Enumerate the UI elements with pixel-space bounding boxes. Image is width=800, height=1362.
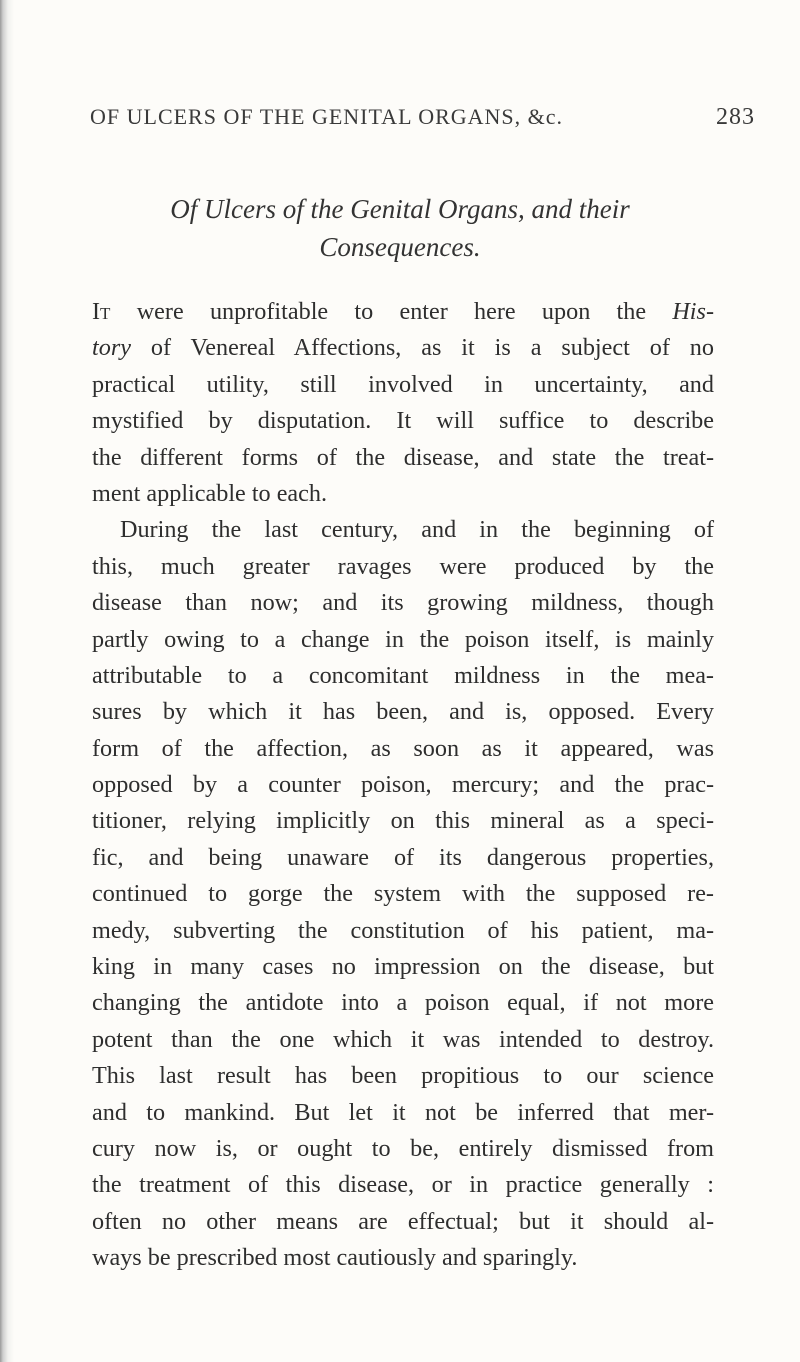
text-line: partly owing to a change in the poison itself, is mainly [92, 625, 714, 653]
text-line: this, much greater ravages were produced by the [92, 552, 714, 580]
text-line [92, 330, 714, 366]
text-line: practical utility, still involved in uncertainty, and [92, 370, 714, 398]
page-number: 283 [716, 104, 755, 130]
text-line: continued to gorge the system with the supposed re- [92, 880, 714, 908]
text-line: and to mankind. But let it not be inferred that mer- [92, 1098, 714, 1126]
body-text [92, 294, 714, 1277]
text-line: form of the affection, as soon as it appeared, was [92, 734, 714, 762]
text-segment: of Venereal Affections, as it is a subject of no [130, 334, 714, 362]
text-line [92, 294, 714, 330]
text-line: ment applicable to each. [92, 479, 328, 507]
text-line: often no other means are effectual; but it should al- [92, 1207, 714, 1235]
text-line: the treatment of this disease, or in practice generally : [92, 1171, 714, 1199]
text-line: the different forms of the disease, and state the treat- [92, 443, 714, 471]
text-line: disease than now; and its growing mildness, though [92, 589, 714, 617]
text-line: potent than the one which it was intended to destroy. [92, 1025, 714, 1053]
text-line: medy, subverting the constitution of his patient, ma- [92, 916, 714, 944]
text-line: king in many cases no impression on the disease, but [92, 953, 714, 981]
text-line: titioner, relying implicitly on this mineral as a speci- [92, 807, 714, 835]
running-head-title: OF ULCERS OF THE GENITAL ORGANS, &c. [90, 104, 564, 129]
text-line: This last result has been propitious to our science [92, 1062, 714, 1090]
italic-word: His- [672, 298, 714, 325]
section-title [60, 190, 740, 266]
section-title-line-1: Of Ulcers of the Genital Organs, and their [170, 194, 630, 224]
section-title-line-2: Consequences. [319, 232, 481, 262]
italic-word: tory [92, 334, 131, 362]
text-line: opposed by a counter poison, mercury; and the prac- [92, 771, 714, 799]
text-line: During the last century, and in the beginning of [120, 516, 714, 544]
running-head [90, 104, 755, 144]
text-line: attributable to a concomitant mildness in the mea- [92, 661, 714, 689]
text-line: fic, and being unaware of its dangerous properties, [92, 843, 714, 871]
text-line: sures by which it has been, and is, opposed. Every [92, 698, 714, 726]
text-line: ways be prescribed most cautiously and sparingly. [92, 1244, 578, 1272]
text-line: cury now is, or ought to be, entirely dismissed from [92, 1134, 714, 1162]
text-line: mystified by disputation. It will suffice to describe [92, 407, 714, 435]
text-line: changing the antidote into a poison equal, if not more [92, 989, 714, 1017]
binding-shadow [0, 0, 14, 1362]
text-segment: were unprofitable to enter here upon the [110, 298, 673, 325]
drop-word: It [92, 298, 111, 325]
